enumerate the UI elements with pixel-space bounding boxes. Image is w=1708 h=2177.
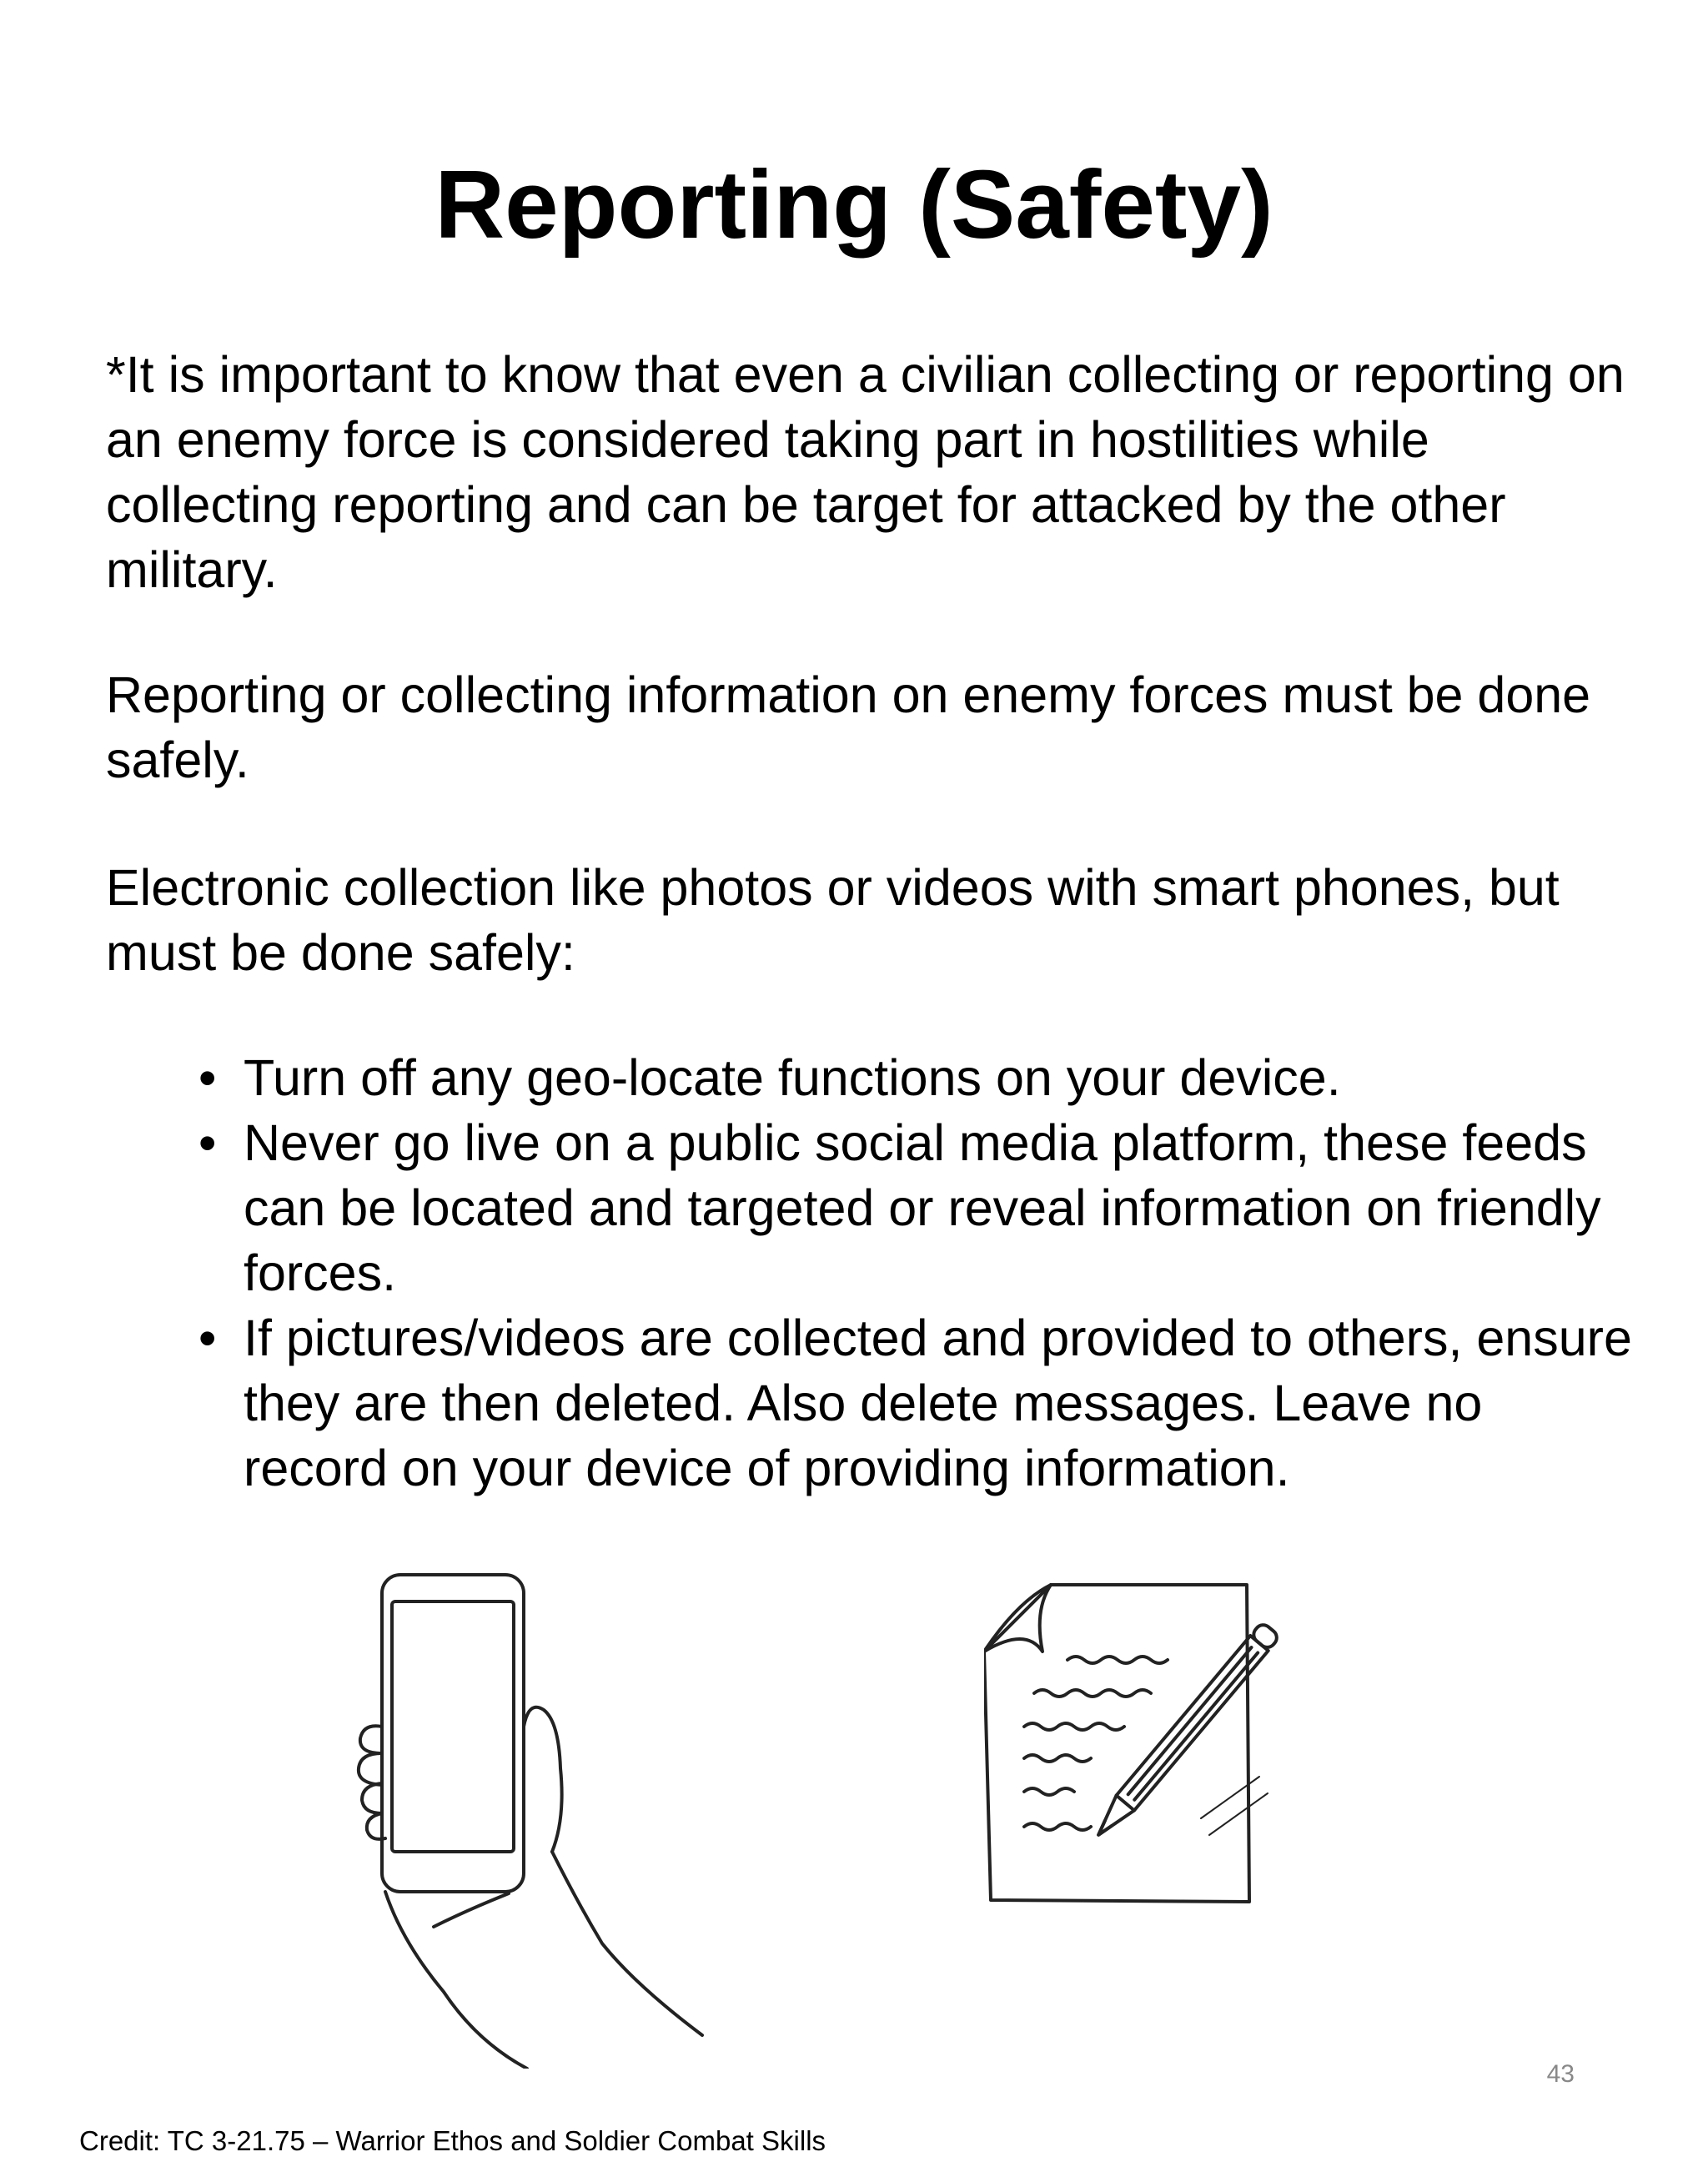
paragraph-electronic-collection: Electronic collection like photos or videos with smart phones, but must be done safely: <box>106 859 1560 981</box>
bullet-text: Turn off any geo-locate functions on your device. <box>244 1049 1341 1106</box>
bullet-marker: • <box>198 1049 217 1106</box>
paper-and-pencil-icon <box>984 1568 1351 1935</box>
safety-bullet-list <box>198 1045 1633 1501</box>
list-item <box>198 1045 1633 1110</box>
page-number: 43 <box>1546 2060 1575 2088</box>
list-item <box>198 1305 1633 1501</box>
bullet-text: Never go live on a public social media platform, these feeds can be located and targeted or reveal information on friendly forces. <box>244 1114 1601 1301</box>
paragraph-report-safely: Reporting or collecting information on enemy forces must be done safely. <box>106 666 1591 788</box>
paragraph-civilian-warning: *It is important to know that even a civilian collecting or reporting on an enemy force is considered taking part in hostilities while collecting reporting and can be target for attacked by the other military. <box>106 346 1625 598</box>
bullet-marker: • <box>198 1114 217 1171</box>
bullet-text: If pictures/videos are collected and provided to others, ensure they are then deleted. Also delete messages. Leave no record on your device of providing information. <box>244 1310 1632 1496</box>
credit-line: Credit: TC 3-21.75 – Warrior Ethos and Soldier Combat Skills <box>79 2125 826 2156</box>
bullet-marker: • <box>198 1310 217 1366</box>
hand-holding-smartphone-icon <box>334 1568 717 2069</box>
list-item <box>198 1110 1633 1305</box>
page-title: Reporting (Safety) <box>435 150 1273 259</box>
